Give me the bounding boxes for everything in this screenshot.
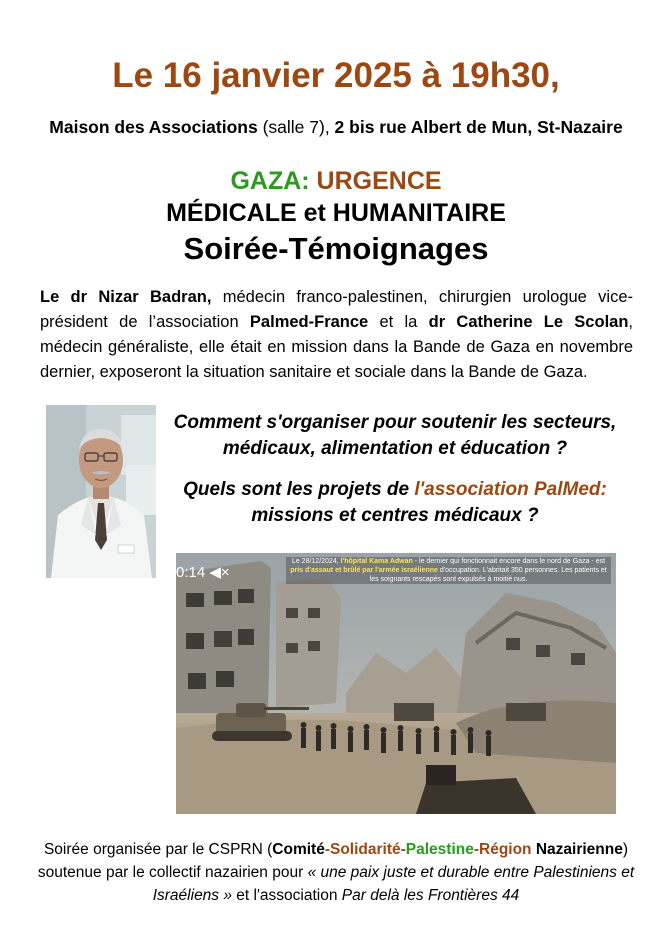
footer-text — [20, 838, 652, 907]
intro-text-3: , médecin généraliste, elle était en mission dans la Bande de Gaza en novembre dernier, exposeront la situation sanitaire et sociale dans la Bande de Gaza. — [40, 313, 633, 381]
footer-quote: « une paix juste et durable entre Palestiniens et Israéliens » — [152, 864, 635, 904]
title-gaza-urgence — [0, 167, 672, 196]
venue-line — [0, 117, 672, 138]
title-urgence: URGENCE — [316, 167, 442, 195]
question-2-org: l'association PalMed: — [414, 479, 607, 500]
caption-hospital: l'hôpital Kama Adwan — [340, 558, 413, 565]
portrait-photo — [46, 405, 156, 578]
intro-paragraph — [40, 285, 633, 385]
footer-t1: Soirée organisée par le CSPRN ( — [43, 841, 273, 858]
venue-name: Maison des Associations — [49, 117, 258, 137]
caption-attack: pris d'assaut et brûlé par l'armée israélienne — [290, 567, 438, 574]
venue-address: 2 bis rue Albert de Mun, St-Nazaire — [334, 117, 623, 137]
title-soiree: Soirée-Témoignages — [183, 231, 489, 266]
caption-mid: - le dernier qui fonctionnait encore dans le nord de Gaza - est — [412, 558, 606, 565]
footer-palestine: Palestine — [405, 841, 474, 858]
question-2-start: Quels sont les projets de — [183, 479, 415, 500]
footer-solidarite: -Solidarité- — [324, 841, 406, 858]
video-caption — [286, 557, 611, 584]
video-timecode: 0:14 ◀× — [176, 564, 230, 581]
question-2-end: missions et centres médicaux ? — [251, 505, 539, 526]
question-1: Comment s'organiser pour soutenir les secteurs, médicaux, alimentation et éducation ? — [173, 412, 617, 459]
gaza-destruction-image — [176, 553, 616, 814]
speaker-1: Le dr Nizar Badran, — [40, 288, 212, 306]
speaker-2: dr Catherine Le Scolan — [428, 313, 629, 331]
footer-t2: ) soutenue par le collectif nazairien pour — [37, 841, 629, 881]
caption-start: Le 28/12/2024, — [291, 558, 341, 565]
footer-region: -Région — [473, 841, 532, 858]
video-still[interactable] — [176, 553, 616, 814]
title-medicale: MÉDICALE et HUMANITAIRE — [166, 199, 506, 227]
mute-icon[interactable]: ◀× — [209, 564, 230, 581]
footer-assoc: Par delà les Frontières 44 — [341, 887, 520, 904]
doctor-portrait-image — [46, 405, 156, 578]
venue-room: (salle 7), — [257, 117, 335, 137]
event-date: Le 16 janvier 2025 à 19h30, — [112, 56, 560, 95]
caption-end: d'occupation. L'abritait 350 personnes. Les patients et les soignants rescapés sont expulsés à moitié nus. — [369, 567, 607, 583]
footer-t3: et l'association — [231, 887, 342, 904]
question-2 — [160, 477, 630, 529]
org-palmed: Palmed-France — [249, 313, 369, 331]
footer-nazairienne: Nazairienne — [531, 841, 623, 858]
intro-text-2: et la — [368, 313, 429, 331]
title-gaza: GAZA: — [230, 167, 317, 195]
intro-text-1: médecin franco-palestinen, chirurgien urologue vice-président de l’association — [40, 288, 633, 331]
footer-comite: Comité — [272, 841, 325, 858]
